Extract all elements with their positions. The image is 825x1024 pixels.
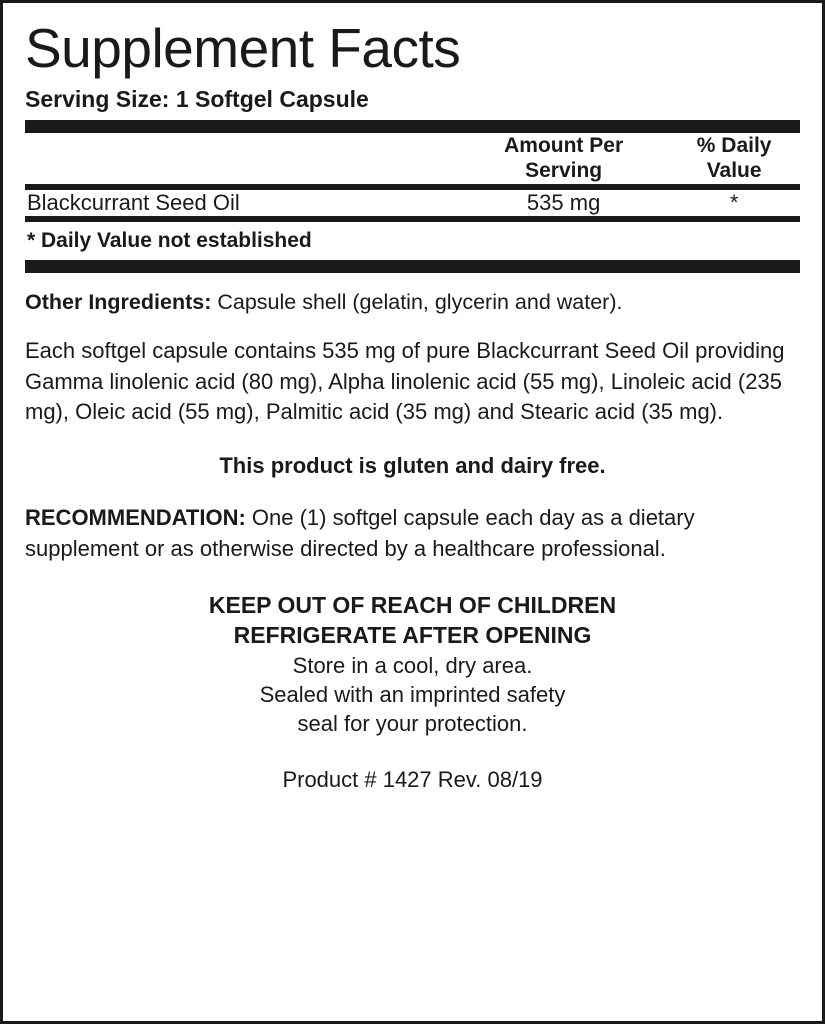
other-ingredients-value: Capsule shell (gelatin, glycerin and water). [211,290,623,315]
divider-thick-top [25,120,800,133]
gluten-free-statement: This product is gluten and dairy free. [219,453,606,479]
supplement-facts-table [25,133,800,184]
recommendation-label: RECOMMENDATION: [25,505,246,531]
daily-value-footnote: * Daily Value not established [27,229,312,253]
table-header-row [25,133,800,184]
page-title: Supplement Facts [25,17,461,79]
other-ingredients [25,289,800,316]
description-text: Each softgel capsule contains 535 mg of pure Blackcurrant Seed Oil providing Gamma linolenic acid (80 mg), Alpha linolenic acid (55 mg), Linoleic acid (235 mg), Oleic acid (55 mg), Palmitic acid (35 mg) and Stearic acid (35 mg). [25,338,785,424]
header-amount-line2: Serving [525,159,603,183]
storage-line-3: seal for your protection. [297,711,528,737]
header-daily-value [668,133,800,184]
warning-keep-out-of-reach: KEEP OUT OF REACH OF CHILDREN [208,592,617,619]
header-dv-line1: % Daily [696,133,772,157]
supplement-facts-rows [25,190,800,216]
row-nutrient-name: Blackcurrant Seed Oil [27,189,240,215]
storage-line-2: Sealed with an imprinted safety [259,682,566,708]
warning-refrigerate: REFRIGERATE AFTER OPENING [233,622,592,649]
other-ingredients-label: Other Ingredients: [25,290,212,315]
divider-thick-bottom [25,260,800,273]
label-body [25,289,800,792]
recommendation [25,503,800,564]
product-number: Product # 1427 Rev. 08/19 [282,766,543,792]
storage-line-1: Store in a cool, dry area. [292,652,533,678]
row-amount: 535 mg [526,189,601,215]
recommendation-value: One (1) softgel capsule each day as a dietary supplement or as otherwise directed by a healthcare professional. [25,505,695,561]
table-row [25,190,800,216]
header-nutrient [25,133,459,184]
header-amount-per-serving [459,133,668,184]
row-daily-value: * [729,189,739,215]
header-amount-line1: Amount Per [504,133,624,157]
header-dv-line2: Value [706,159,762,183]
warnings-block [25,590,800,738]
serving-size-text: Serving Size: 1 Softgel Capsule [25,86,369,112]
